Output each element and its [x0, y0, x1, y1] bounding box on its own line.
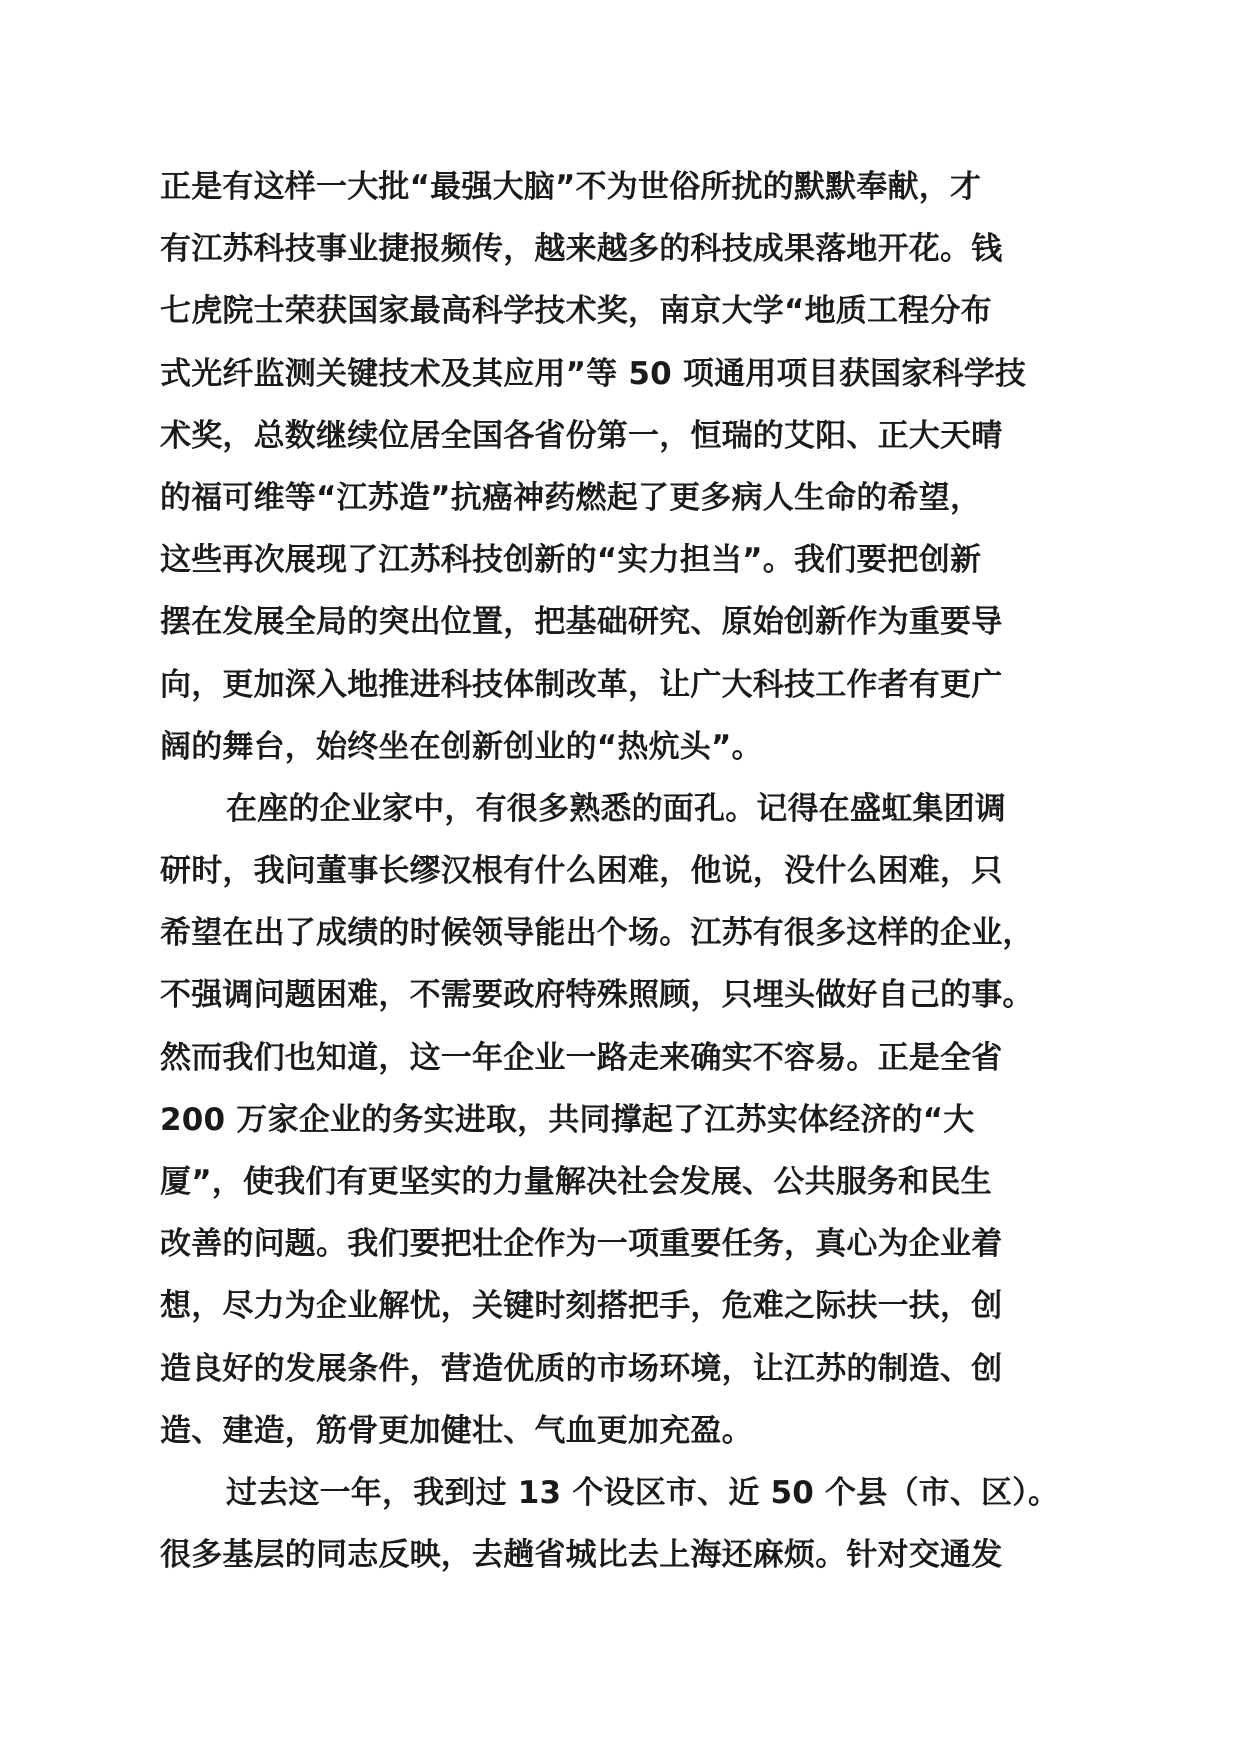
text-line: 正是有这样一大批“最强大脑”不为世俗所扰的默默奉献，才 — [160, 169, 982, 205]
text-line: 术奖，总数继续位居全国各省份第一，恒瑞的艾阳、正大天晴 — [160, 417, 1003, 454]
text-line: 有江苏科技事业捷报频传，越来越多的科技成果落地开花。钱 — [160, 231, 1003, 268]
text-line: 向，更加深入地推进科技体制改革，让广大科技工作者有更广 — [160, 666, 1003, 703]
text-line: 改善的问题。我们要把壮企作为一项重要任务，真心为企业着 — [160, 1226, 1003, 1263]
text-line: 研时，我问董事长缪汉根有什么困难，他说，没什么困难，只 — [160, 853, 1003, 890]
text-line: 这些再次展现了江苏科技创新的“实力担当”。我们要把创新 — [160, 542, 982, 579]
paragraph-first-line: 在座的企业家中，有很多熟悉的面孔。记得在盛虹集团调 — [226, 790, 1006, 827]
text-line: 想，尽力为企业解忧，关键时刻搭把手，危难之际扶一扶，创 — [160, 1288, 1003, 1325]
text-line: 阔的舞台，始终坐在创新创业的“热炕头”。 — [160, 728, 763, 765]
text-line: 不强调问题困难，不需要政府特殊照顾，只埋头做好自己的事。 — [160, 977, 1034, 1014]
text-line: 厦”，使我们有更坚实的力量解决社会发展、公共服务和民生 — [160, 1164, 992, 1200]
text-line: 200 万家企业的务实进取，共同撑起了江苏实体经济的“大 — [160, 1101, 975, 1138]
text-line: 七虎院士荣获国家最高科学技术奖，南京大学“地质工程分布 — [160, 293, 992, 330]
text-line: 式光纤监测关键技术及其应用”等 50 项通用项目获国家科学技 — [160, 355, 1027, 392]
text-line: 摆在发展全局的突出位置，把基础研究、原始创新作为重要导 — [160, 604, 1003, 641]
text-line: 造、建造，筋骨更加健壮、气血更加充盈。 — [160, 1412, 753, 1449]
paragraph-first-line: 过去这一年，我到过 13 个设区市、近 50 个县（市、区）。 — [226, 1474, 1060, 1511]
text-line: 很多基层的同志反映，去趟省城比去上海还麻烦。针对交通发 — [160, 1537, 1003, 1574]
text-line: 然而我们也知道，这一年企业一路走来确实不容易。正是全省 — [160, 1039, 1003, 1076]
text-line: 希望在出了成绩的时候领导能出个场。江苏有很多这样的企业， — [160, 915, 1034, 952]
body-text — [160, 156, 1100, 1586]
text-line: 造良好的发展条件，营造优质的市场环境，让江苏的制造、创 — [160, 1350, 1003, 1387]
text-line: 的福可维等“江苏造”抗癌神药燃起了更多病人生命的希望， — [160, 479, 982, 516]
